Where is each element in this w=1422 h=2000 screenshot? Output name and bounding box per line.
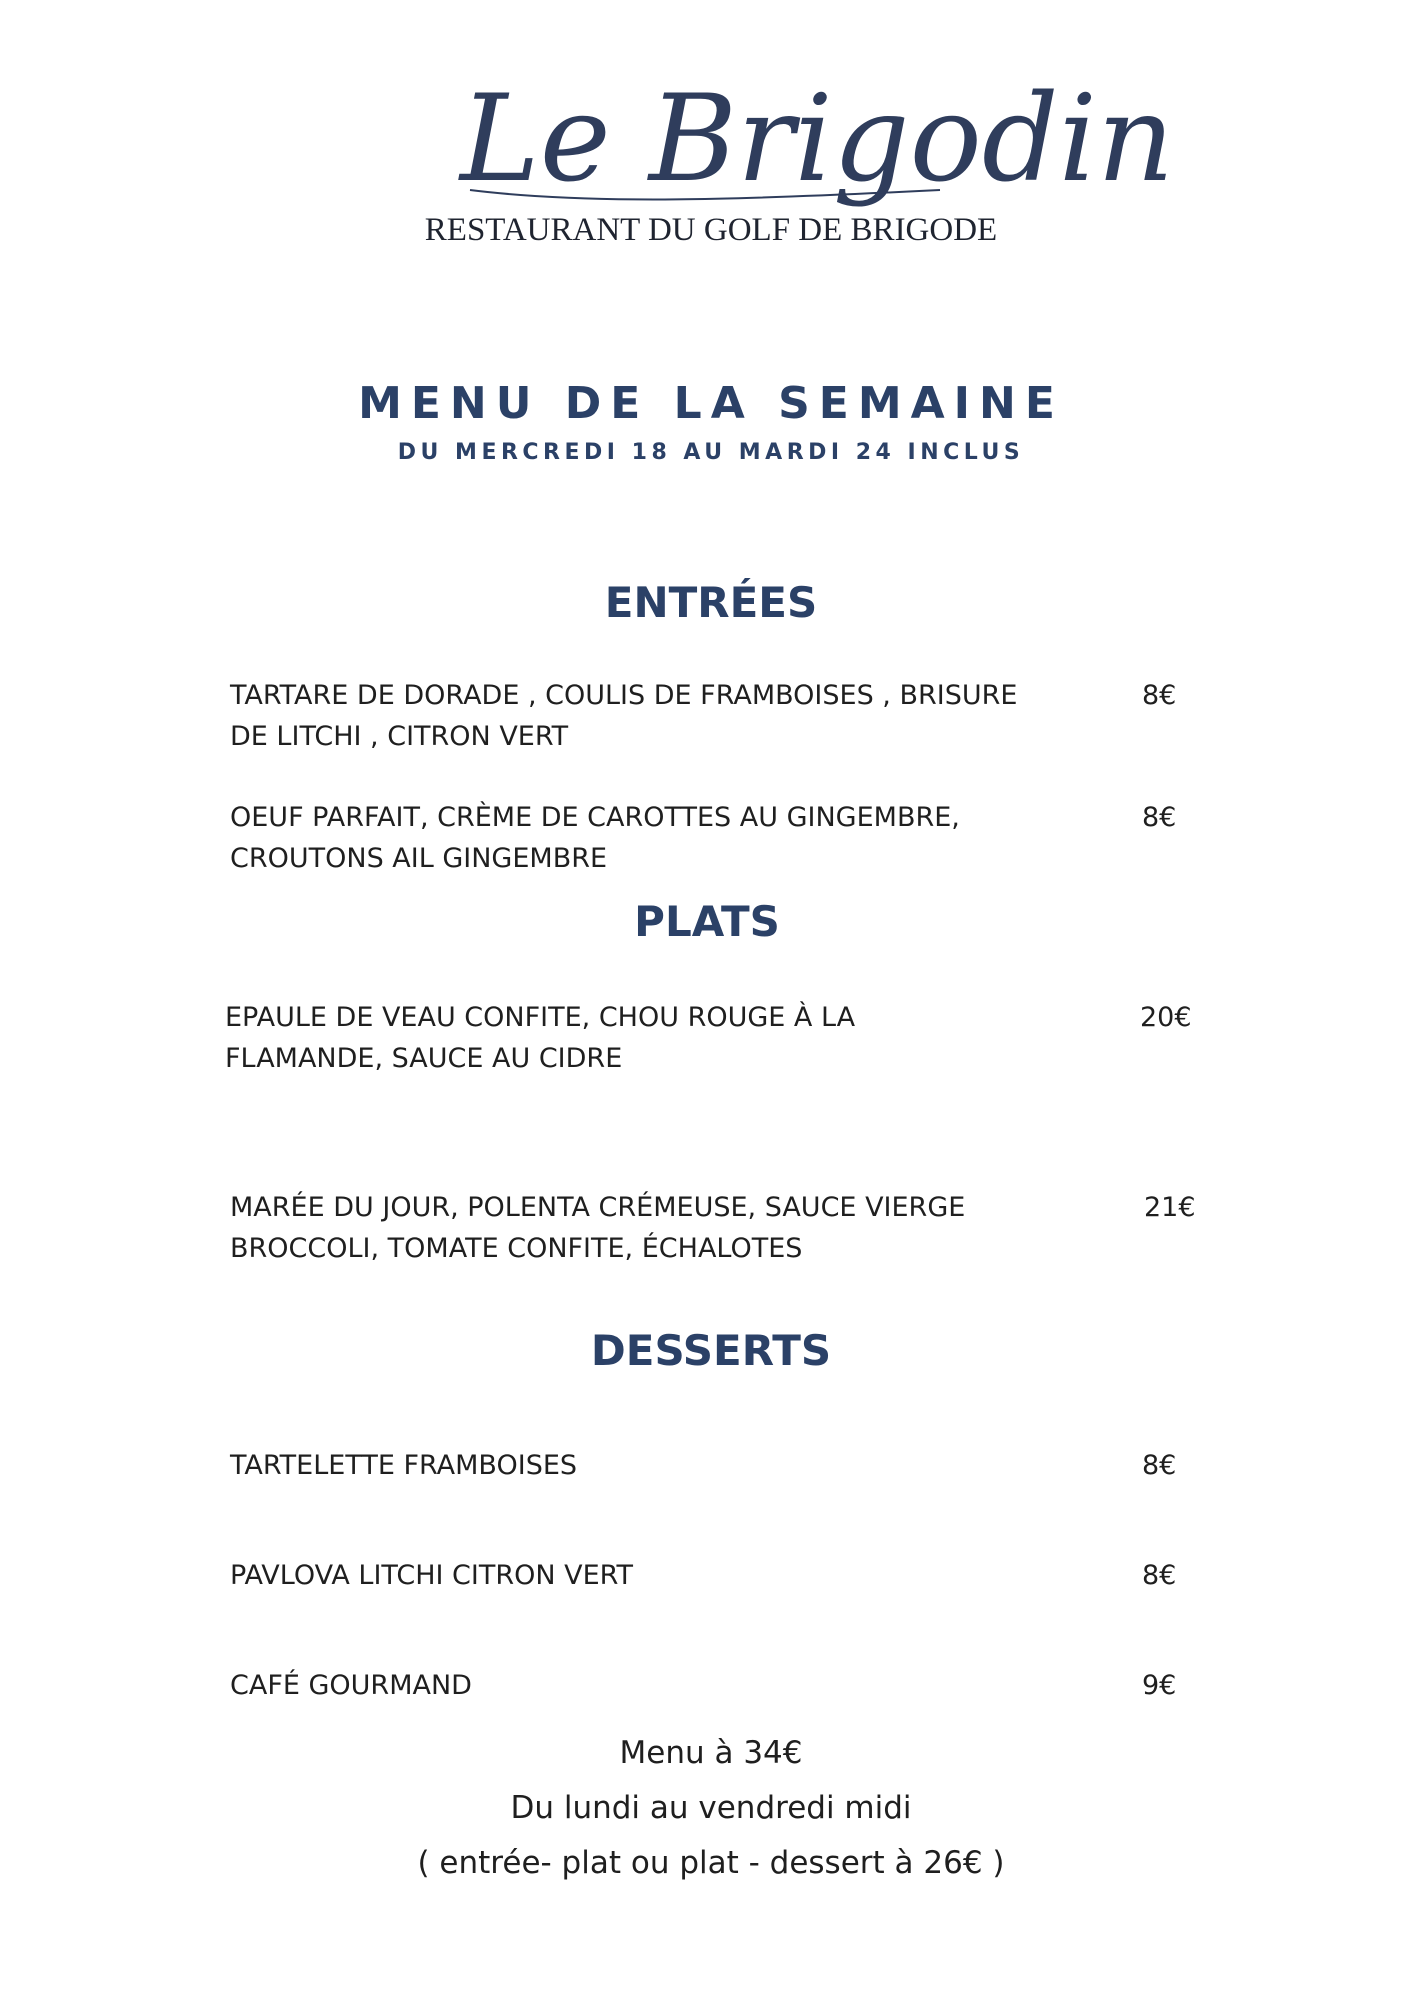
item-price: 21€ — [1144, 1192, 1196, 1223]
item-price: 8€ — [1142, 1450, 1177, 1481]
item-line: EPAULE DE VEAU CONFITE, CHOU ROUGE À LA — [225, 1002, 856, 1033]
menu-dates: DU MERCREDI 18 AU MARDI 24 INCLUS — [397, 440, 1025, 465]
menu-item — [230, 797, 1110, 879]
menu-title: MENU DE LA SEMAINE — [358, 378, 1064, 429]
logo-text: Le Brigodin — [460, 70, 1175, 209]
section-title-desserts: DESSERTS — [590, 1326, 832, 1375]
item-line: MARÉE DU JOUR, POLENTA CRÉMEUSE, SAUCE VIERGE — [230, 1192, 966, 1223]
section-title-entrees: ENTRÉES — [604, 578, 818, 627]
item-line: FLAMANDE, SAUCE AU CIDRE — [225, 1043, 623, 1074]
footer-days: Du lundi au vendredi midi — [510, 1790, 912, 1826]
item-price: 8€ — [1142, 802, 1177, 833]
restaurant-subtitle: RESTAURANT DU GOLF DE BRIGODE — [424, 212, 998, 248]
menu-item — [225, 997, 1105, 1079]
item-line: BROCCOLI, TOMATE CONFITE, ÉCHALOTES — [230, 1233, 803, 1264]
section-title-plats: PLATS — [634, 897, 780, 946]
footer-menu-price: Menu à 34€ — [619, 1735, 803, 1771]
item-line: OEUF PARFAIT, CRÈME DE CAROTTES AU GINGEMBRE, — [230, 802, 960, 833]
restaurant-logo — [440, 40, 1175, 220]
item-price: 20€ — [1140, 1002, 1192, 1033]
menu-item: TARTELETTE FRAMBOISES — [230, 1450, 578, 1481]
item-line: TARTARE DE DORADE , COULIS DE FRAMBOISES , BRISURE — [230, 680, 1018, 711]
menu-item — [230, 675, 1110, 757]
menu-item — [230, 1187, 1110, 1269]
item-line: DE LITCHI , CITRON VERT — [230, 721, 569, 752]
menu-item: CAFÉ GOURMAND — [230, 1670, 472, 1701]
item-price: 8€ — [1142, 680, 1177, 711]
menu-item: PAVLOVA LITCHI CITRON VERT — [230, 1560, 633, 1591]
item-price: 8€ — [1142, 1560, 1177, 1591]
item-price: 9€ — [1142, 1670, 1177, 1701]
item-line: CROUTONS AIL GINGEMBRE — [230, 843, 608, 874]
footer-formula: ( entrée- plat ou plat - dessert à 26€ ) — [417, 1845, 1005, 1881]
